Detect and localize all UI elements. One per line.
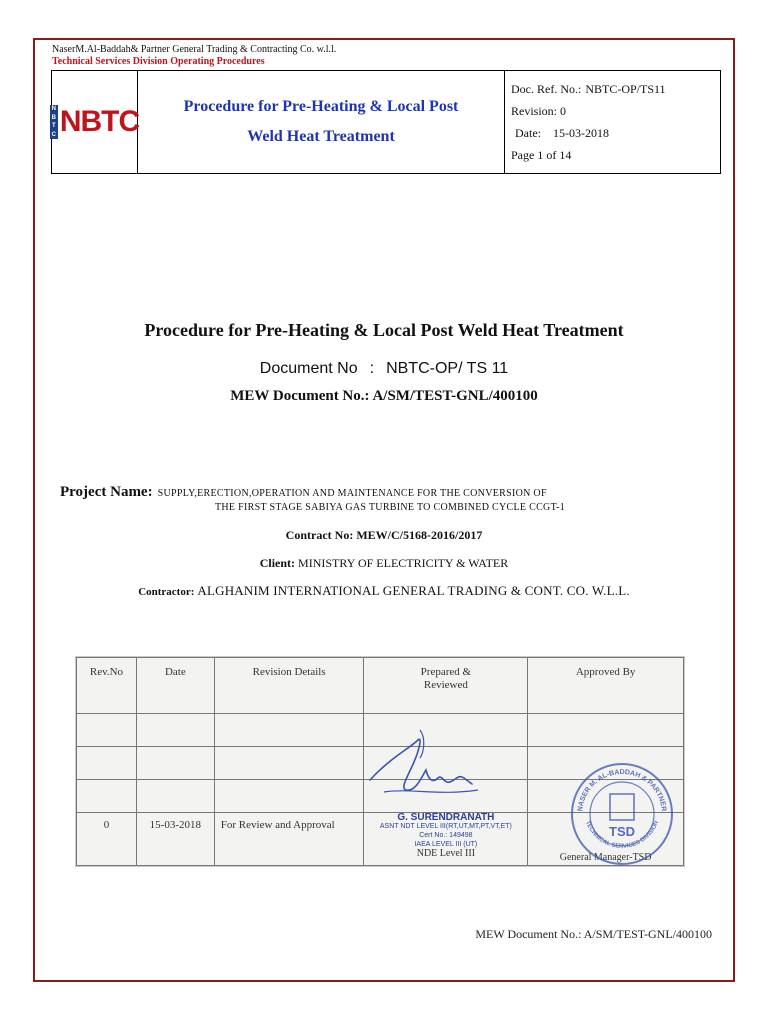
mew-doc-value: A/SM/TEST-GNL/400100: [372, 388, 538, 404]
client: [0, 556, 768, 571]
stamp-center-text: TSD: [609, 824, 635, 839]
prepared-cert2: Cert No.: 149498: [419, 832, 473, 839]
project-line1: SUPPLY,ERECTION,OPERATION AND MAINTENANCE FOR THE CONVERSION OF: [157, 488, 547, 499]
company-stamp: [568, 760, 676, 868]
mew-doc-label: MEW Document No.:: [230, 388, 370, 404]
doc-no-separator: :: [369, 360, 375, 377]
date: [511, 122, 720, 144]
date-label: Date:: [515, 126, 541, 140]
mew-document-number: [0, 388, 768, 405]
logo-strip-letter: B: [51, 114, 57, 121]
col-header: Date: [136, 658, 214, 714]
col-header: Approved By: [528, 658, 684, 714]
prepared-cert3: IAEA LEVEL III (UT): [414, 841, 478, 848]
rev-no-cell: 0: [77, 813, 137, 866]
project-name: [60, 484, 720, 513]
logo-cell: [52, 71, 138, 173]
logo-strip-letter: C: [51, 131, 57, 138]
logo-strip-letter: T: [52, 123, 56, 130]
document-number: [0, 360, 768, 378]
logo-strip-letter: N: [51, 106, 57, 113]
approved-role: General Manager-TSD: [559, 852, 652, 863]
revision: Revision: 0: [511, 104, 567, 118]
main-title: Procedure for Pre-Heating & Local Post Weld Heat Treatment: [144, 320, 624, 340]
division-name: Technical Services Division Operating Procedures: [52, 56, 265, 67]
table-header-row: [77, 658, 684, 714]
date-cell: 15-03-2018: [136, 813, 214, 866]
prepared-stamp: [364, 813, 527, 858]
logo-text: NBTC: [59, 105, 140, 138]
stamp-bottom-text: TECHNICAL SERVICES DIVISION: [583, 820, 661, 850]
client-value: MINISTRY OF ELECTRICITY & WATER: [298, 556, 509, 570]
project-label: Project Name:: [60, 484, 153, 500]
prepared-cert1: ASNT NDT LEVEL III(RT,UT,MT,PT,VT,ET): [379, 823, 512, 830]
stamp-ring-text: NASER M. AL-BADDAH & PARTNER: [577, 768, 667, 812]
prepared-name: G. SURENDRANATH: [397, 812, 495, 823]
date-value: 15-03-2018: [553, 126, 609, 140]
header-title: [138, 71, 505, 173]
col-header: Revision Details: [214, 658, 364, 714]
doc-ref-value: NBTC-OP/TS11: [585, 82, 666, 96]
document-header: [51, 70, 721, 174]
page-number: Page 1 of 14: [511, 148, 572, 162]
footer-mew-doc: MEW Document No.: A/SM/TEST-GNL/400100: [475, 927, 712, 941]
col-header-text: Prepared & Reviewed: [420, 666, 472, 691]
header-title-line1: Procedure for Pre-Heating & Local Post: [183, 98, 459, 115]
doc-ref: [511, 78, 720, 100]
client-label: Client:: [259, 556, 296, 570]
header-title-line2: Weld Heat Treatment: [247, 128, 395, 145]
logo-strip: [50, 105, 58, 139]
details-cell: For Review and Approval: [214, 813, 364, 866]
project-line2: THE FIRST STAGE SABIYA GAS TURBINE TO COMBINED CYCLE CCGT-1: [215, 502, 565, 513]
contractor: [0, 583, 768, 599]
prepared-role: NDE Level III: [416, 848, 476, 859]
prepared-cell: [364, 813, 528, 866]
col-header: [364, 658, 528, 714]
doc-ref-label: Doc. Ref. No.:: [511, 82, 582, 96]
contractor-value: ALGHANIM INTERNATIONAL GENERAL TRADING & CONT. CO. W.L.L.: [197, 583, 630, 598]
header-meta: [505, 71, 720, 173]
col-header: Rev.No: [77, 658, 137, 714]
doc-no-value: NBTC-OP/ TS 11: [386, 360, 509, 377]
signature: [360, 718, 490, 808]
nbtc-logo: [50, 105, 139, 139]
company-name: NaserM.Al-Baddah& Partner General Trading & Contracting Co. w.l.l.: [52, 44, 337, 55]
contract-number: Contract No: MEW/C/5168-2016/2017: [285, 528, 483, 542]
contractor-label: Contractor:: [138, 586, 195, 598]
doc-no-label: Document No: [259, 360, 358, 377]
